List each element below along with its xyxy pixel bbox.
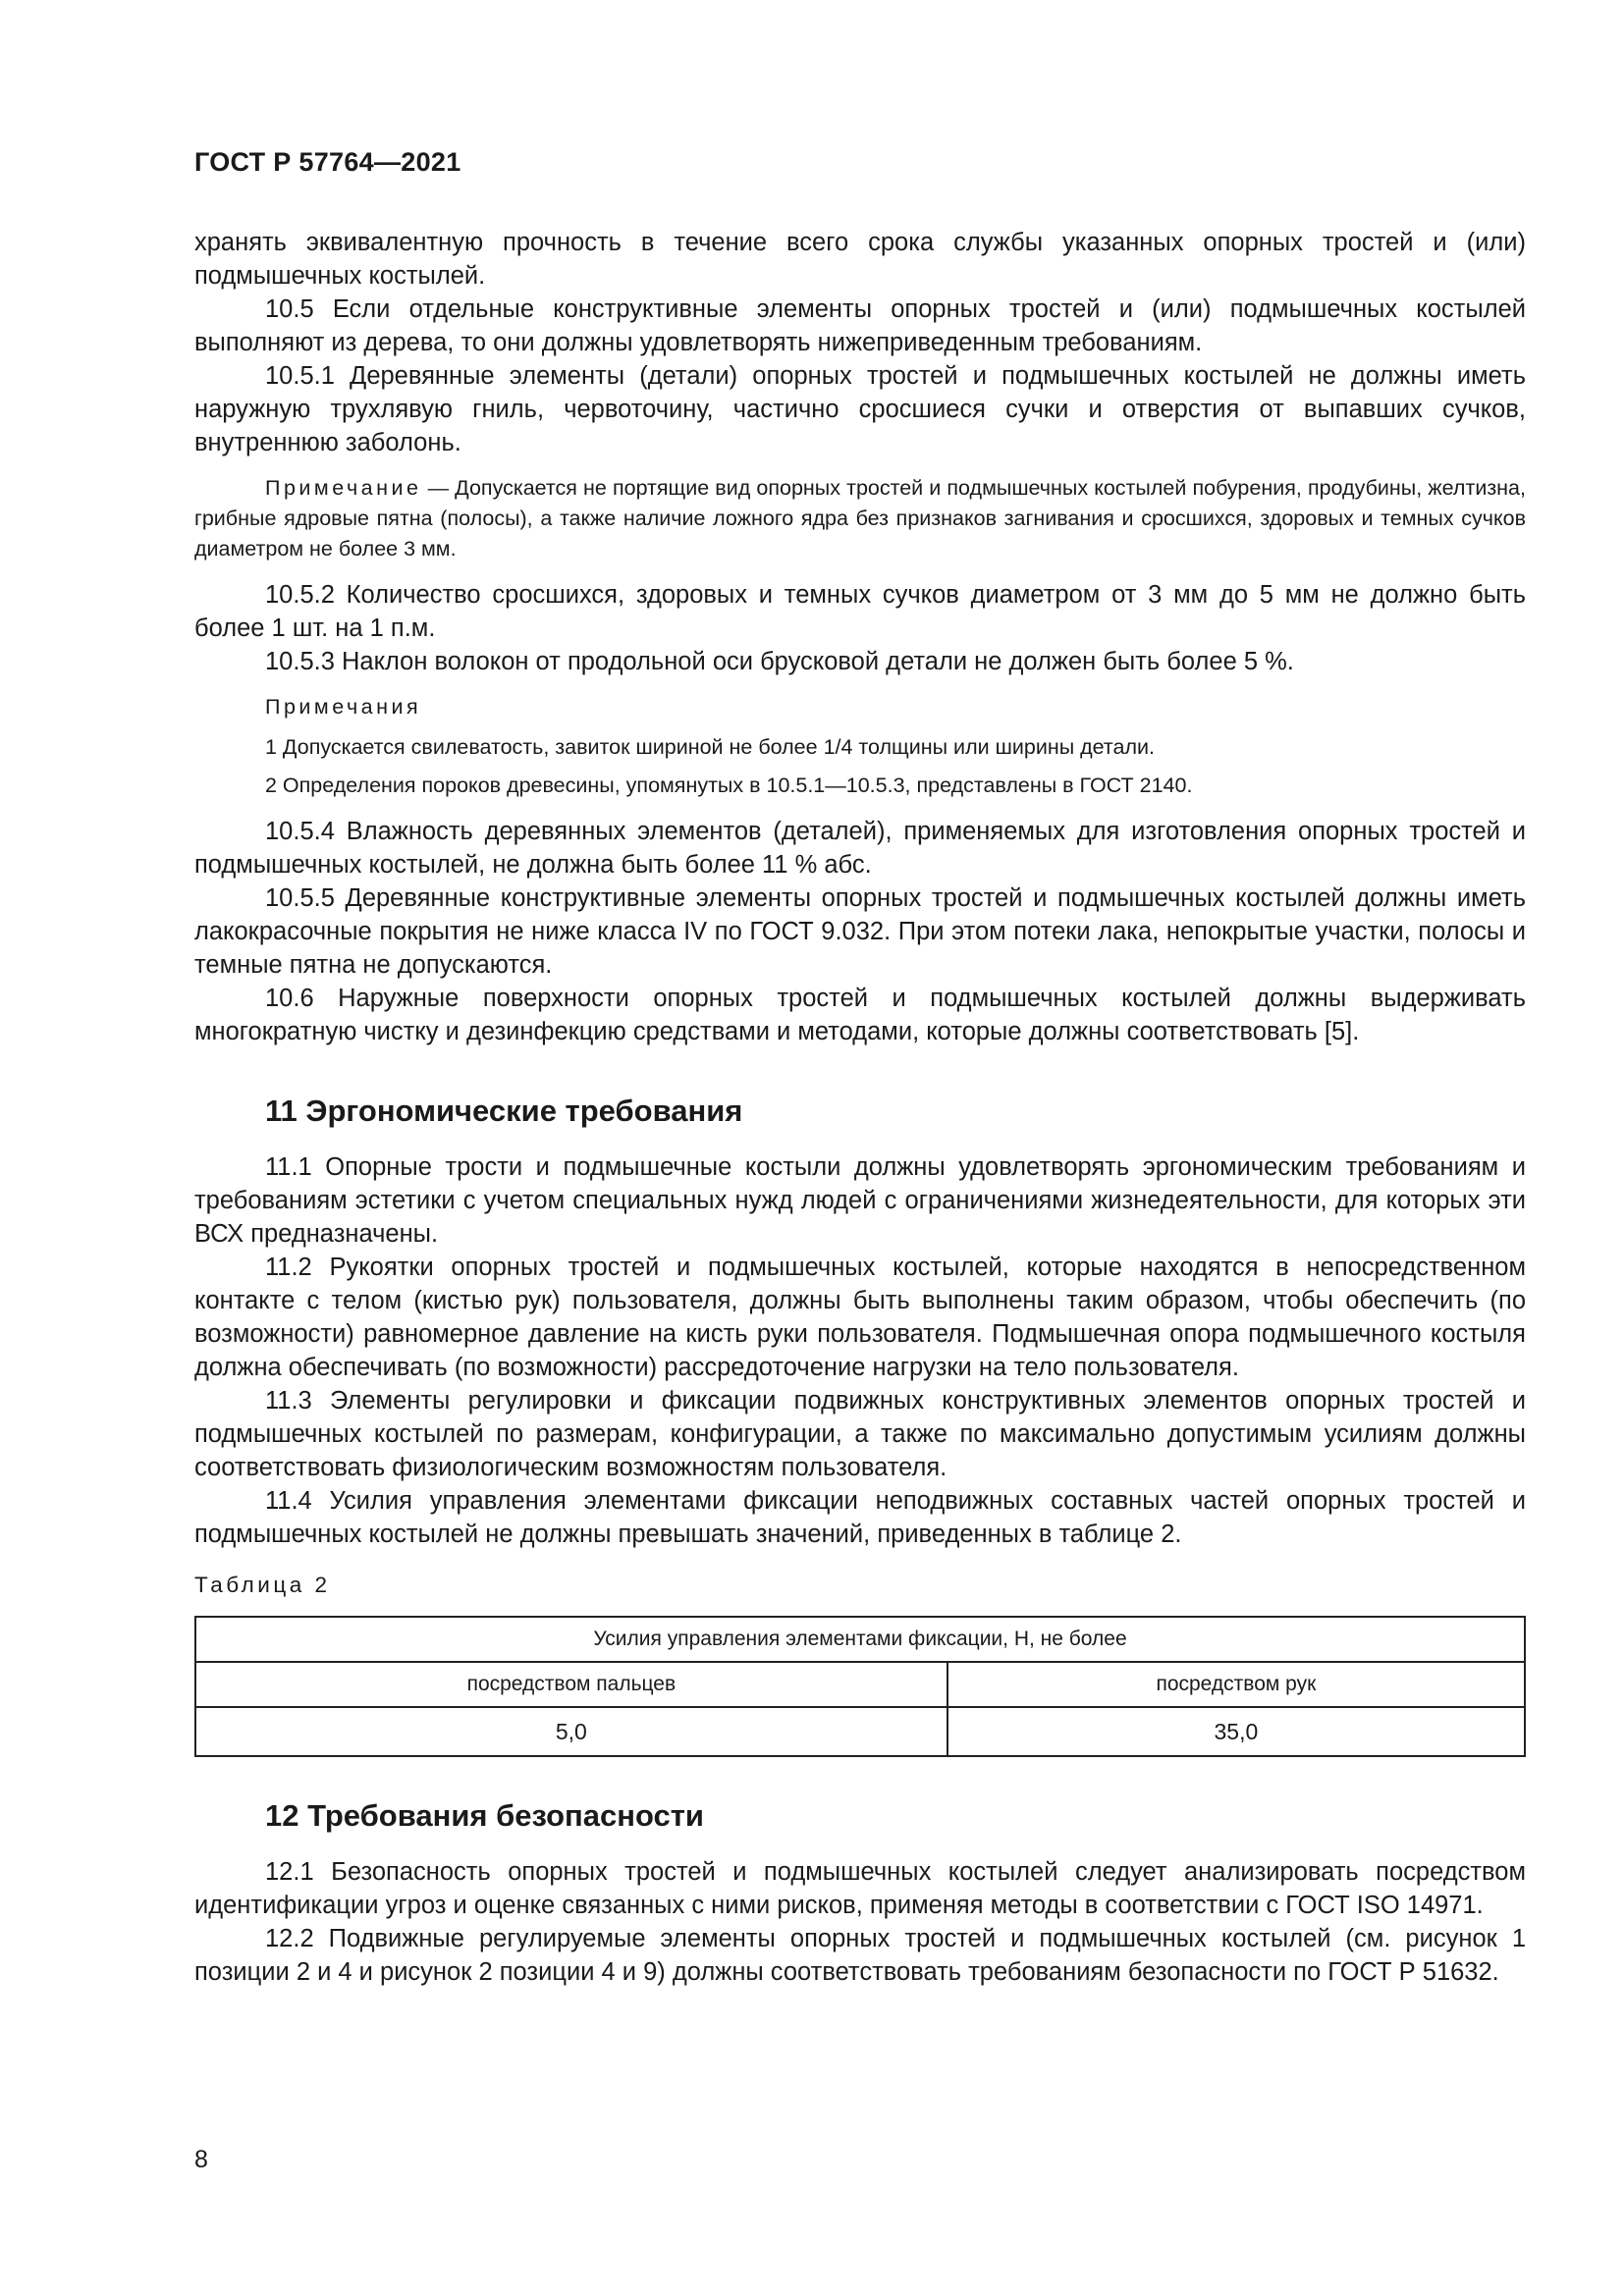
note-item-1: 1 Допускается свилеватость, завиток шириной не более 1/4 толщины или ширины детали. <box>265 735 1156 759</box>
section-11-heading: 11 Эргономические требования <box>265 1094 743 1128</box>
table-column-fingers: посредством пальцев <box>195 1662 947 1707</box>
page-number: 8 <box>194 2146 208 2173</box>
table-value-hands: 35,0 <box>947 1707 1525 1756</box>
note-item-2: 2 Определения пороков древесины, упомянутых в 10.5.1—10.5.3, представлены в ГОСТ 2140. <box>265 774 1193 797</box>
note-10-5-1 <box>194 473 1526 564</box>
table-header-row <box>195 1617 1525 1662</box>
paragraph-10-6: 10.6 Наружные поверхности опорных тростей и подмышечных костылей должны выдерживать многократную чистку и дезинфекцию средствами и методами, которые должны соответствовать [5]. <box>194 985 1526 1045</box>
document-body <box>194 226 1526 1989</box>
paragraph-10-5-3: 10.5.3 Наклон волокон от продольной оси брусковой детали не должен быть более 5 %. <box>265 648 1294 675</box>
paragraph-11-2: 11.2 Рукоятки опорных тростей и подмышечных костылей, которые находятся в непосредственном контакте с телом (кистью рук) пользователя, должны быть выполнены таким образом, чтобы обеспечить (по возможности) равномерное давление на кисть руки пользователя. Подмышечная опора подмышечного костыля должна обеспечивать (по возможности) рассредоточение нагрузки на тело пользователя. <box>194 1254 1526 1381</box>
paragraph-11-3: 11.3 Элементы регулировки и фиксации подвижных конструктивных элементов опорных тростей и подмышечных костылей по размерам, конфигурации, а также по максимально допустимым усилиям должны соответствовать физиологическим возможностям пользователя. <box>194 1387 1526 1481</box>
paragraph-10-5: 10.5 Если отдельные конструктивные элементы опорных тростей и (или) подмышечных костылей выполняют из дерева, то они должны удовлетворять нижеприведенным требованиям. <box>194 295 1526 356</box>
paragraph-10-5-5: 10.5.5 Деревянные конструктивные элементы опорных тростей и подмышечных костылей должны иметь лакокрасочные покрытия не ниже класса IV по ГОСТ 9.032. При этом потеки лака, непокрытые участки, полосы и темные пятна не допускаются. <box>194 884 1526 979</box>
paragraph-10-5-1: 10.5.1 Деревянные элементы (детали) опорных тростей и подмышечных костылей не должны иметь наружную трухлявую гниль, червоточину, частично сросшиеся сучки и отверстия от выпавших сучков, внутреннюю заболонь. <box>194 362 1526 456</box>
note-text: — Допускается не портящие вид опорных тростей и подмышечных костылей побурения, продубины, желтизна, грибные ядровые пятна (полосы), а также наличие ложного ядра без признаков загнивания и сросшихся, здоровых и темных сучков диаметром не более 3 мм. <box>194 476 1526 561</box>
table-column-hands: посредством рук <box>947 1662 1525 1707</box>
document-header: ГОСТ Р 57764—2021 <box>194 147 461 177</box>
paragraph-11-4: 11.4 Усилия управления элементами фиксации неподвижных составных частей опорных тростей и подмышечных костылей не должны превышать значений, приведенных в таблице 2. <box>194 1487 1526 1548</box>
paragraph-12-1: 12.1 Безопасность опорных тростей и подмышечных костылей следует анализировать посредством идентификации угроз и оценке связанных с ними рисков, применяя методы в соответствии с ГОСТ ISO 14971. <box>194 1858 1526 1919</box>
notes-label: Примечания <box>265 695 422 719</box>
table-2-caption: Таблица 2 <box>194 1573 331 1597</box>
paragraph-10-5-2: 10.5.2 Количество сросшихся, здоровых и темных сучков диаметром от 3 мм до 5 мм не должно быть более 1 шт. на 1 п.м. <box>194 581 1526 642</box>
section-12-heading: 12 Требования безопасности <box>265 1798 704 1833</box>
table-columns-row <box>195 1662 1525 1707</box>
table-2 <box>194 1616 1526 1757</box>
table-header-cell: Усилия управления элементами фиксации, Н, не более <box>195 1617 1525 1662</box>
paragraph-11-1: 11.1 Опорные трости и подмышечные костыли должны удовлетворять эргономическим требованиям и требованиям эстетики с учетом специальных нужд людей с ограничениями жизнедеятельности, для которых эти ВСХ предназначены. <box>194 1153 1526 1248</box>
table-values-row <box>195 1707 1525 1756</box>
paragraph-continuation: хранять эквивалентную прочность в течение всего срока службы указанных опорных тростей и (или) подмышечных костылей. <box>194 229 1526 290</box>
table-value-fingers: 5,0 <box>195 1707 947 1756</box>
paragraph-10-5-4: 10.5.4 Влажность деревянных элементов (деталей), применяемых для изготовления опорных тростей и подмышечных костылей, не должна быть более 11 % абс. <box>194 818 1526 879</box>
paragraph-12-2: 12.2 Подвижные регулируемые элементы опорных тростей и подмышечных костылей (см. рисунок 1 позиции 2 и 4 и рисунок 2 позиции 4 и 9) должны соответствовать требованиям безопасности по ГОСТ Р 51632. <box>194 1925 1526 1986</box>
note-label: Примечание <box>265 476 422 500</box>
